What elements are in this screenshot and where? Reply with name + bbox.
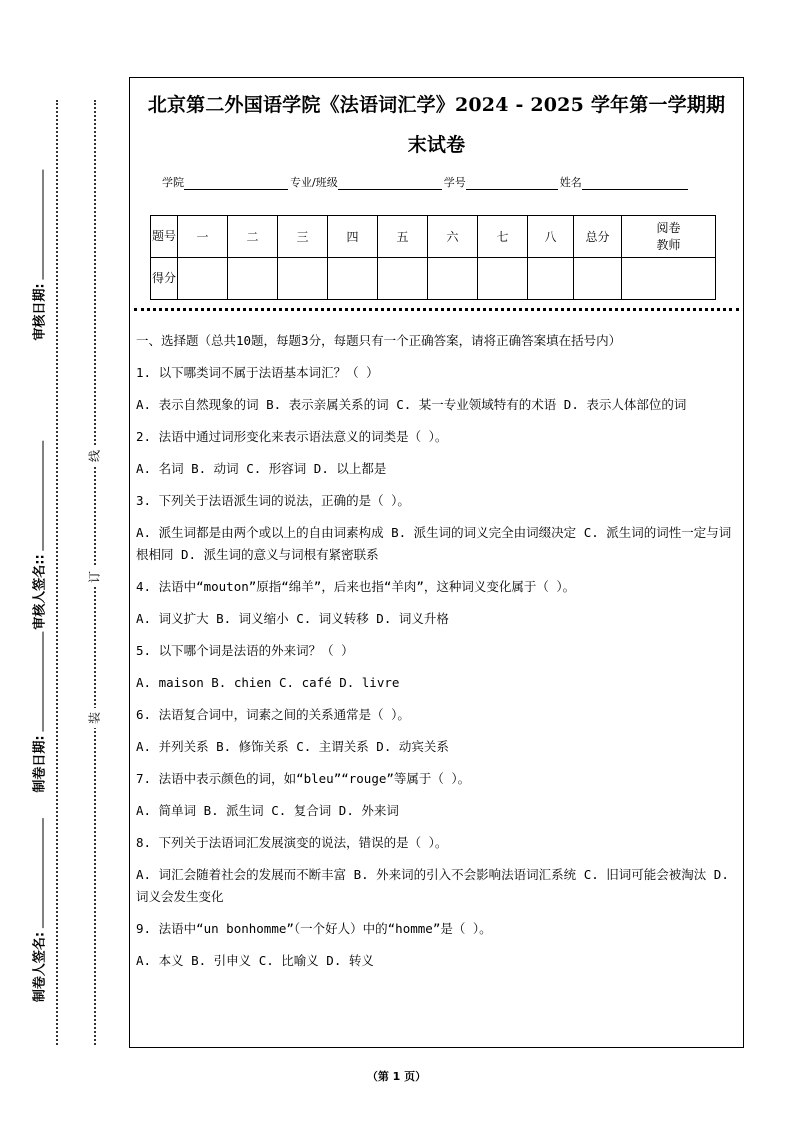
question-6: 6. 法语复合词中，词素之间的关系通常是（ ）。 (136, 707, 410, 722)
col-header: 五 (378, 216, 428, 258)
col-header: 二 (228, 216, 278, 258)
score-cell-total[interactable] (574, 258, 622, 300)
question-1-options: A. 表示自然现象的词 B. 表示亲属关系的词 C. 某一专业领域特有的术语 D. 表示人体部位的词 (136, 397, 687, 412)
score-table-score-row (151, 258, 716, 300)
maker-signature-field[interactable] (29, 818, 48, 1002)
col-header-grader: 阅卷教师 (622, 216, 716, 258)
question-5-options: A. maison B. chien C. café D. livre (136, 675, 400, 690)
question-7: 7. 法语中表示颜色的词，如“bleu”“rouge”等属于（ ）。 (136, 771, 471, 786)
score-table-header-row (151, 216, 716, 258)
college-field[interactable] (184, 177, 288, 190)
score-cell[interactable] (378, 258, 428, 300)
question-9: 9. 法语中“un bonhomme”（一个好人）中的“homme”是（ ）。 (136, 921, 492, 936)
binding-mark-xian: 线 (86, 446, 103, 466)
student-id-field[interactable] (466, 177, 558, 190)
col-header: 三 (278, 216, 328, 258)
col-header: 八 (528, 216, 574, 258)
question-4-options: A. 词义扩大 B. 词义缩小 C. 词义转移 D. 词义升格 (136, 611, 449, 626)
question-3-options: A. 派生词都是由两个或以上的自由词素构成 B. 派生词的词义完全由词缀决定 C. 派生词的词性一定与词根相同 D. 派生词的意义与词根有紧密联系 (136, 525, 732, 562)
question-8: 8. 下列关于法语词汇发展演变的说法，错误的是（ ）。 (136, 835, 448, 850)
reviewer-date-field[interactable] (29, 169, 48, 340)
binding-mark-ding: 订 (86, 567, 103, 587)
col-header-total: 总分 (574, 216, 622, 258)
score-cell[interactable] (528, 258, 574, 300)
row-header-question: 题号 (151, 216, 178, 258)
col-header: 一 (178, 216, 228, 258)
section-heading: 一、选择题（总共10题，每题3分，每题只有一个正确答案，请将正确答案填在括号内） (136, 333, 622, 348)
question-8-options: A. 词汇会随着社会的发展而不断丰富 B. 外来词的引入不会影响法语词汇系统 C. 旧词可能会被淘汰 D. 词义会发生变化 (136, 867, 729, 904)
question-1: 1. 以下哪类词不属于法语基本词汇？（ ） (136, 365, 379, 380)
exam-title-line1: 北京第二外国语学院《法语词汇学》2024 - 2025 学年第一学期期 (147, 94, 726, 116)
exam-title-line2: 末试卷 (407, 134, 466, 156)
name-label: 姓名 (559, 176, 582, 189)
question-2: 2. 法语中通过词形变化来表示语法意义的词类是（ ）。 (136, 429, 448, 444)
question-3: 3. 下列关于法语派生词的说法，正确的是（ ）。 (136, 493, 410, 508)
question-2-options: A. 名词 B. 动词 C. 形容词 D. 以上都是 (136, 461, 387, 476)
score-table (150, 215, 716, 300)
col-header: 六 (428, 216, 478, 258)
student-id-label: 学号 (443, 176, 466, 189)
score-cell[interactable] (278, 258, 328, 300)
row-header-score: 得分 (151, 258, 178, 300)
binding-line-outer (56, 100, 58, 1045)
major-field[interactable] (338, 177, 442, 190)
score-cell[interactable] (178, 258, 228, 300)
page-number: （第 1 页） (366, 1070, 427, 1083)
maker-date-label: 制卷日期: (32, 735, 48, 793)
question-5: 5. 以下哪个词是法语的外来词？（ ） (136, 643, 354, 658)
score-cell[interactable] (228, 258, 278, 300)
score-cell[interactable] (478, 258, 528, 300)
question-9-options: A. 本义 B. 引申义 C. 比喻义 D. 转义 (136, 953, 374, 968)
col-header: 七 (478, 216, 528, 258)
reviewer-signature-field[interactable] (29, 440, 48, 629)
student-info-line (162, 174, 690, 190)
maker-signature-label: 制卷人签名: (32, 931, 48, 1003)
score-cell[interactable] (328, 258, 378, 300)
college-label: 学院 (162, 176, 184, 189)
section-separator (134, 308, 739, 311)
maker-date-field[interactable] (29, 631, 48, 792)
col-header: 四 (328, 216, 378, 258)
name-field[interactable] (582, 177, 688, 190)
reviewer-signature-label: 审核人签名:: (32, 554, 48, 630)
question-6-options: A. 并列关系 B. 修饰关系 C. 主谓关系 D. 动宾关系 (136, 739, 449, 754)
question-4: 4. 法语中“mouton”原指“绵羊”，后来也指“羊肉”，这种词义变化属于（ ）。 (136, 579, 576, 594)
score-cell[interactable] (428, 258, 478, 300)
major-label: 专业/班级 (290, 176, 338, 189)
reviewer-date-label: 审核日期: (32, 283, 48, 341)
binding-mark-zhuang: 装 (86, 708, 103, 728)
section-multiple-choice (136, 330, 740, 982)
question-7-options: A. 简单词 B. 派生词 C. 复合词 D. 外来词 (136, 803, 399, 818)
grader-cell[interactable] (622, 258, 716, 300)
exam-paper (129, 77, 744, 1048)
